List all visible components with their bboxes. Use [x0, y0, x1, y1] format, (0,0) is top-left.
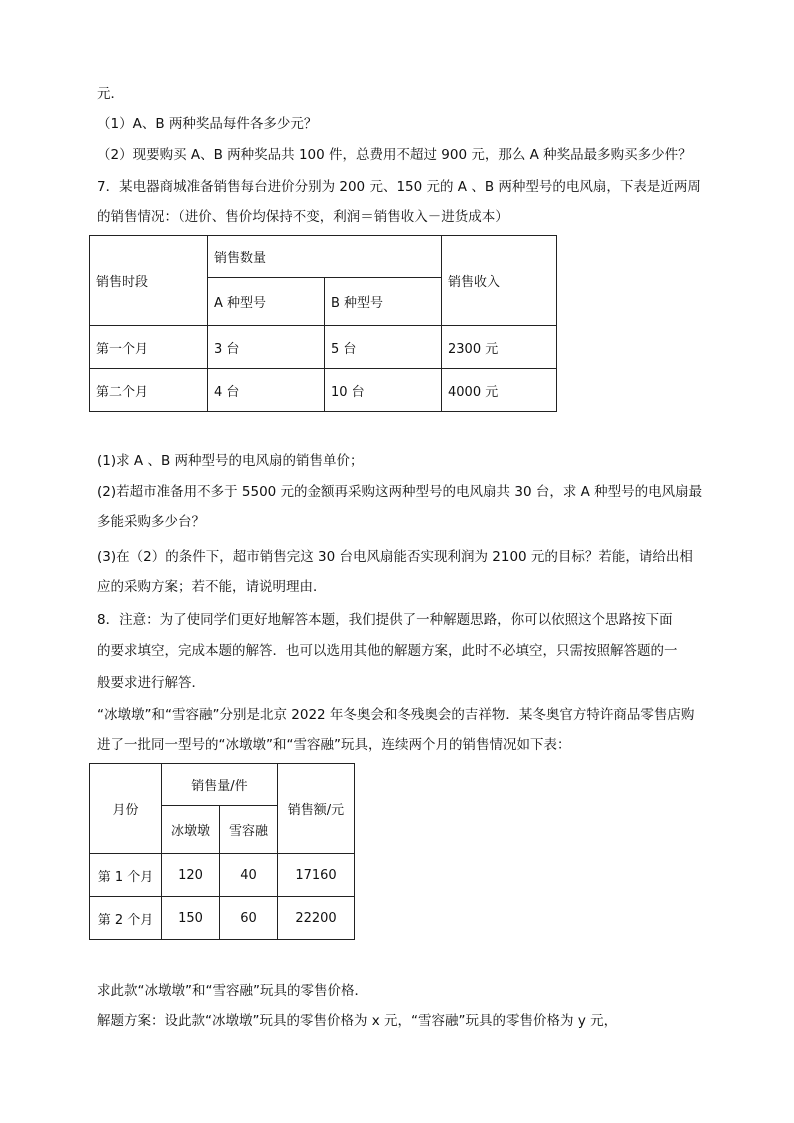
header-type-a: A 种型号 — [208, 278, 325, 326]
cell-b: 10 台 — [325, 369, 442, 412]
header-period: 销售时段 — [90, 236, 208, 326]
cell-bingdundun: 150 — [162, 897, 220, 940]
row-label: 第一个月 — [90, 326, 208, 369]
cell-xuerongrong: 40 — [220, 854, 278, 897]
sales-table-fans — [89, 235, 557, 412]
header-bingdundun: 冰墩墩 — [162, 806, 220, 854]
header-month: 月份 — [90, 764, 162, 854]
text-line: 应的采购方案；若不能，请说明理由． — [97, 579, 327, 595]
cell-revenue: 2300 元 — [442, 326, 557, 369]
text-line: 7．某电器商城准备销售每台进价分别为 200 元、150 元的 A 、B 两种型号的电风扇，下表是近两周 — [97, 179, 701, 195]
text-line: 的销售情况：（进价、售价均保持不变，利润＝销售收入－进货成本） — [97, 209, 509, 225]
header-qty: 销售数量 — [208, 236, 442, 278]
cell-a: 3 台 — [208, 326, 325, 369]
sales-table-mascots — [89, 763, 355, 940]
text-line: (1)求 A 、B 两种型号的电风扇的销售单价； — [97, 453, 364, 469]
text-line: （1）A、B 两种奖品每件各多少元？ — [97, 116, 318, 132]
cell-bingdundun: 120 — [162, 854, 220, 897]
table-row — [90, 369, 557, 412]
cell-b: 5 台 — [325, 326, 442, 369]
table-row — [90, 854, 355, 897]
text-line: 多能采购多少台？ — [97, 514, 205, 530]
table-row — [90, 326, 557, 369]
cell-a: 4 台 — [208, 369, 325, 412]
cell-amount: 22200 — [278, 897, 355, 940]
text-line: (2)若超市准备用不多于 5500 元的金额再采购这两种型号的电风扇共 30 台，求 A 种型号的电风扇最 — [97, 484, 703, 500]
header-xuerongrong: 雪容融 — [220, 806, 278, 854]
text-line: 元． — [97, 86, 124, 102]
text-line: (3)在（2）的条件下，超市销售完这 30 台电风扇能否实现利润为 2100 元的目标？若能，请给出相 — [97, 549, 693, 565]
text-line: 进了一批同一型号的“冰墩墩”和“雪容融”玩具，连续两个月的销售情况如下表： — [97, 737, 571, 753]
text-line: 求此款“冰墩墩”和“雪容融”玩具的零售价格． — [97, 983, 368, 999]
header-amount: 销售额/元 — [278, 764, 355, 854]
table-row — [90, 897, 355, 940]
text-line: 般要求进行解答． — [97, 675, 205, 691]
cell-amount: 17160 — [278, 854, 355, 897]
cell-xuerongrong: 60 — [220, 897, 278, 940]
text-line: 解题方案：设此款“冰墩墩”玩具的零售价格为 x 元，“雪容融”玩具的零售价格为 y 元， — [97, 1013, 618, 1029]
row-label: 第 2 个月 — [90, 897, 162, 940]
text-line: 的要求填空，完成本题的解答．也可以选用其他的解题方案，此时不必填空，只需按照解答题的一 — [97, 643, 678, 659]
text-line: （2）现要购买 A、B 两种奖品共 100 件，总费用不超过 900 元，那么 A 种奖品最多购买多少件？ — [97, 147, 692, 163]
header-type-b: B 种型号 — [325, 278, 442, 326]
text-line: “冰墩墩”和“雪容融”分别是北京 2022 年冬奥会和冬残奥会的吉祥物．某冬奥官方特许商品零售店购 — [97, 707, 695, 723]
header-qty: 销售量/件 — [162, 764, 278, 806]
cell-revenue: 4000 元 — [442, 369, 557, 412]
row-label: 第 1 个月 — [90, 854, 162, 897]
row-label: 第二个月 — [90, 369, 208, 412]
header-revenue: 销售收入 — [442, 236, 557, 326]
text-line: 8．注意：为了使同学们更好地解答本题，我们提供了一种解题思路，你可以依照这个思路按下面 — [97, 612, 673, 628]
